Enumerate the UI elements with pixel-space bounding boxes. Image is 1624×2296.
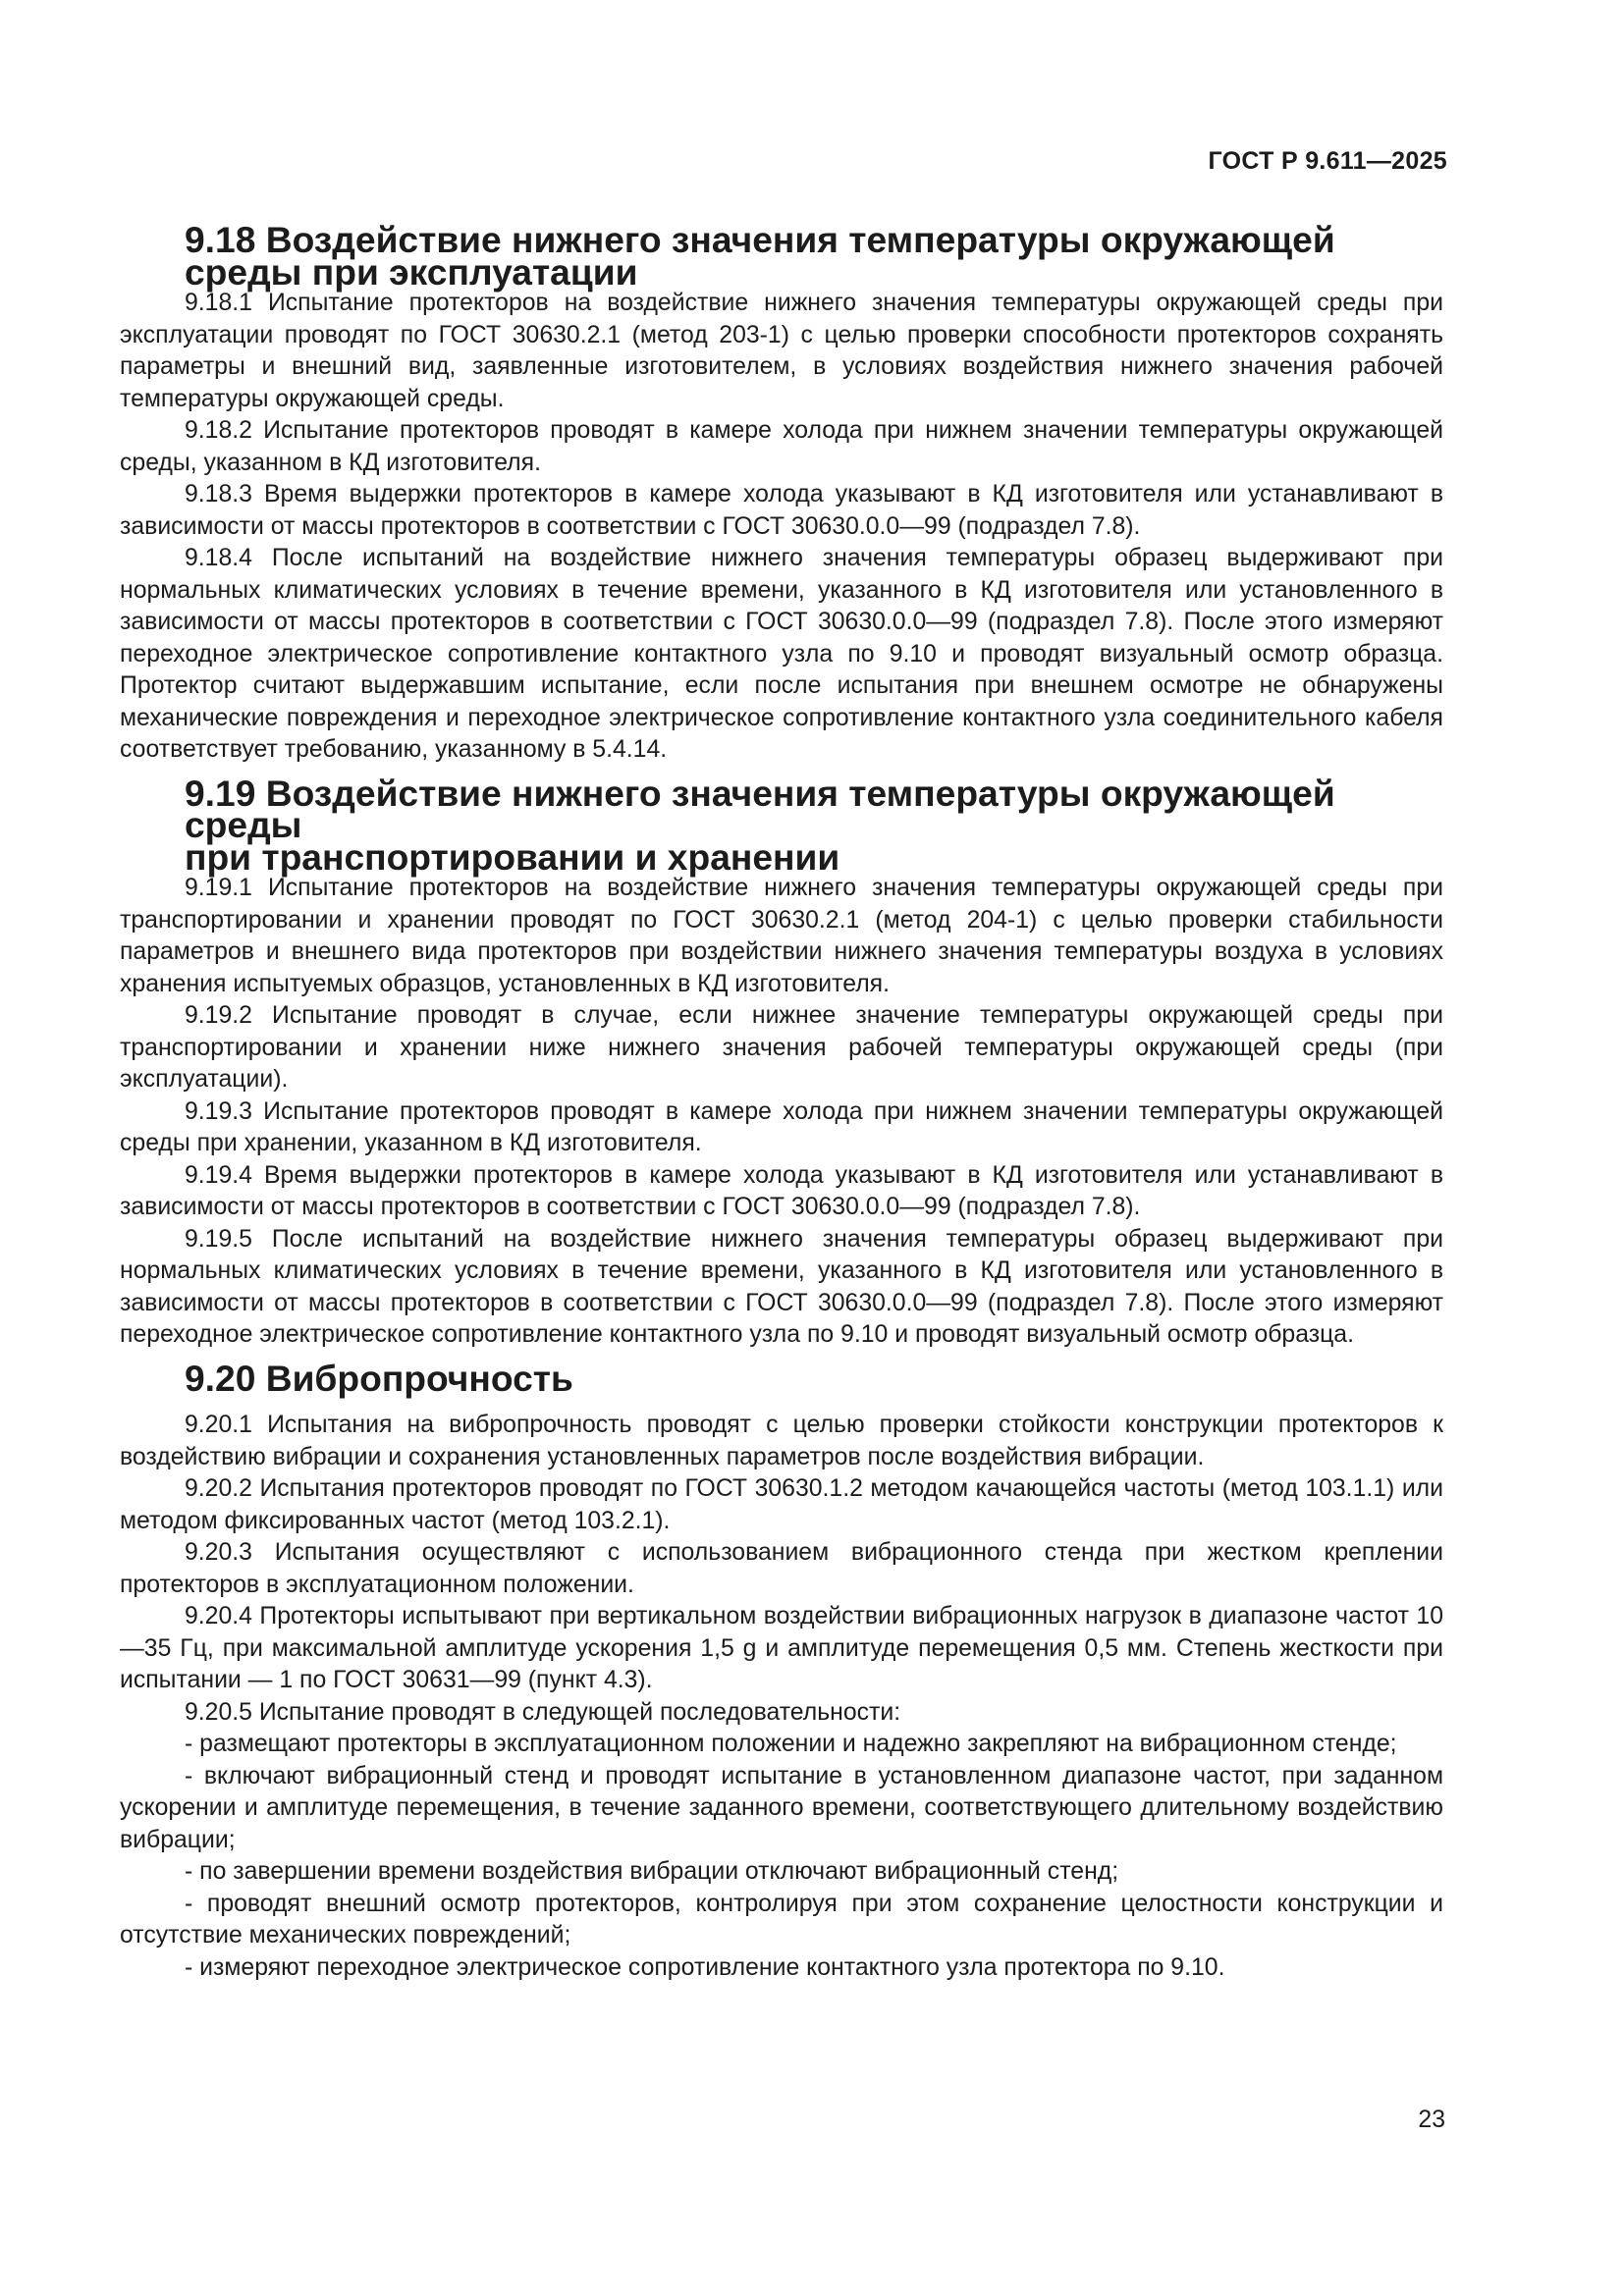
paragraph-9-20-2: 9.20.2 Испытания протекторов проводят по ГОСТ 30630.1.2 методом качающейся частоты (метод 103.1.1) или методом фиксированных частот (метод 103.2.1).: [120, 1475, 1443, 1534]
list-item: - по завершении времени воздействия вибрации отключают вибрационный стенд;: [185, 1858, 1119, 1885]
section-title-line: при транспортировании и хранении: [185, 835, 840, 878]
section-title-line: 9.20 Вибропрочность: [185, 1357, 573, 1399]
list-item: - измеряют переходное электрическое сопротивление контактного узла протектора по 9.10.: [185, 1953, 1225, 1981]
list-item: - размещают протекторы в эксплуатационном положении и надежно закрепляют на вибрационном стенде;: [185, 1731, 1397, 1757]
section-title-line: 9.18 Воздействие нижнего значения температуры окружающей среды при эксплуатации: [185, 219, 1335, 293]
paragraph-9-18-3: 9.18.3 Время выдержки протекторов в камере холода указывают в КД изготовителя или устанавливают в зависимости от массы протекторов в соответствии с ГОСТ 30630.0.0—99 (подраздел 7.8).: [120, 481, 1443, 540]
paragraph-9-19-1: 9.19.1 Испытание протекторов на воздействие нижнего значения температуры окружающей среды при транспортировании и хранении проводят по ГОСТ 30630.2.1 (метод 204-1) с целью проверки стабильности параметров и внешнего вида протекторов при воздействии нижнего значения температуры воздуха в условиях хранения испытуемых образцов, установленных в КД изготовителя.: [120, 875, 1443, 997]
section-9-18: [120, 219, 1443, 767]
paragraph-9-19-2: 9.19.2 Испытание проводят в случае, если нижнее значение температуры окружающей среды при транспортировании и хранении ниже нижнего значения рабочей температуры окружающей среды (при эксплуатации).: [120, 1002, 1443, 1093]
paragraph-9-20-5: 9.20.5 Испытание проводят в следующей последовательности:: [185, 1698, 901, 1726]
section-title: [120, 772, 1443, 878]
paragraph-9-19-5: 9.19.5 После испытаний на воздействие нижнего значения температуры образец выдерживают при нормальных климатических условиях в течение времени, указанного в КД изготовителя или установленного в зависимости от массы протекторов в соответствии с ГОСТ 30630.0.0—99 (подраздел 7.8). После этого измеряют переходное электрическое сопротивление контактного узла по 9.10 и проводят визуальный осмотр образца.: [120, 1225, 1443, 1348]
paragraph-9-20-4: 9.20.4 Протекторы испытывают при вертикальном воздействии вибрационных нагрузок в диапазоне частот 10—35 Гц, при максимальной амплитуде ускорения 1,5 g и амплитуде перемещения 0,5 мм. Степень жесткости при испытании — 1 по ГОСТ 30631—99 (пункт 4.3).: [120, 1603, 1443, 1693]
paragraph-9-18-4: 9.18.4 После испытаний на воздействие нижнего значения температуры образец выдерживают при нормальных климатических условиях в течение времени, указанного в КД изготовителя или установленного в зависимости от массы протекторов в соответствии с ГОСТ 30630.0.0—99 (подраздел 7.8). После этого измеряют переходное электрическое сопротивление контактного узла по 9.10 и проводят визуальный осмотр образца. Протектор считают выдержавшим испытание, если после испытания при внешнем осмотре не обнаружены механические повреждения и переходное электрическое сопротивление контактного узла соединительного кабеля соответствует требованию, указанному в 5.4.14.: [120, 545, 1443, 763]
paragraph-9-20-1: 9.20.1 Испытания на вибропрочность проводят с целью проверки стойкости конструкции протекторов к воздействию вибрации и сохранения установленных параметров после воздействия вибрации.: [120, 1412, 1443, 1470]
paragraph-9-19-4: 9.19.4 Время выдержки протекторов в камере холода указывают в КД изготовителя или устанавливают в зависимости от массы протекторов в соответствии с ГОСТ 30630.0.0—99 (подраздел 7.8).: [120, 1161, 1443, 1220]
paragraph-9-18-1: 9.18.1 Испытание протекторов на воздействие нижнего значения температуры окружающей среды при эксплуатации проводят по ГОСТ 30630.2.1 (метод 203-1) с целью проверки способности протекторов сохранять параметры и внешний вид, заявленные изготовителем, в условиях воздействия нижнего значения рабочей температуры окружающей среды.: [120, 290, 1443, 412]
list-item: - включают вибрационный стенд и проводят испытание в установленном диапазоне частот, при заданном ускорении и амплитуде перемещения, в течение заданного времени, соответствующего длительному воздействию вибрации;: [120, 1762, 1443, 1853]
section-title: [120, 219, 1443, 293]
section-title-line: 9.19 Воздействие нижнего значения температуры окружающей среды: [185, 772, 1335, 845]
paragraph-9-20-3: 9.20.3 Испытания осуществляют с использованием вибрационного стенда при жестком креплении протекторов в эксплуатационном положении.: [120, 1539, 1443, 1598]
page-number: 23: [1418, 2107, 1445, 2133]
document-header-id: ГОСТ Р 9.611—2025: [1208, 147, 1447, 175]
document-body: [120, 219, 1443, 1984]
paragraph-9-19-3: 9.19.3 Испытание протекторов проводят в камере холода при нижнем значении температуры окружающей среды при хранении, указанном в КД изготовителя.: [120, 1097, 1443, 1156]
list-item: - проводят внешний осмотр протекторов, контролируя при этом сохранение целостности конструкции и отсутствие механических повреждений;: [120, 1890, 1443, 1949]
section-title: [120, 1357, 1443, 1399]
section-9-19: [120, 772, 1443, 1352]
paragraph-9-18-2: 9.18.2 Испытание протекторов проводят в камере холода при нижнем значении температуры окружающей среды, указанном в КД изготовителя.: [120, 417, 1443, 476]
section-9-20: [120, 1357, 1443, 1985]
